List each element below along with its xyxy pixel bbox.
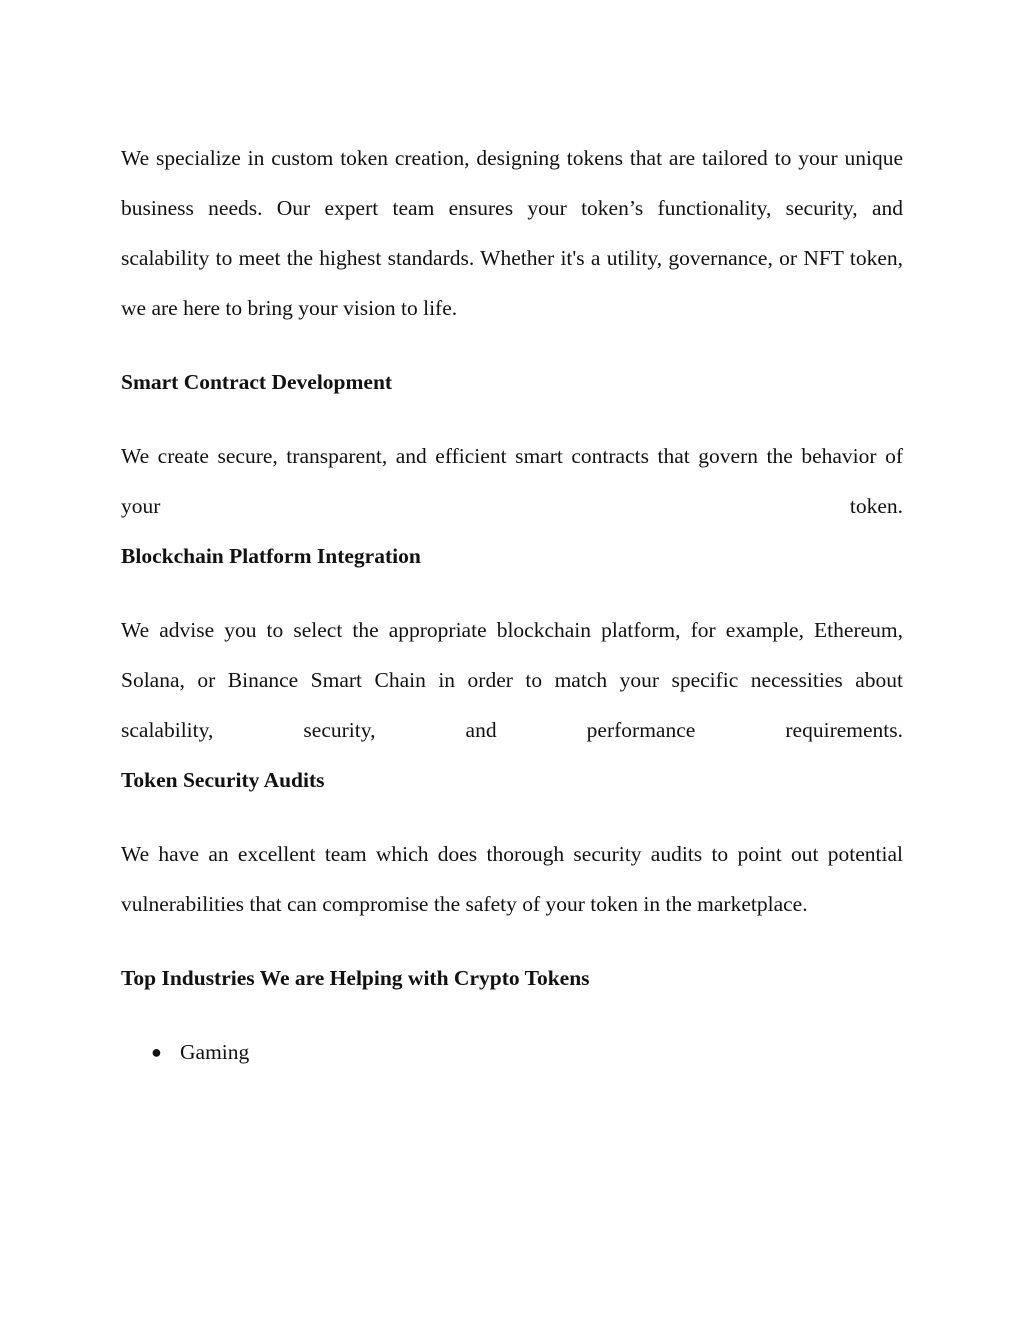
list-item-label: Gaming xyxy=(180,1040,250,1064)
section-heading-blockchain-integration: Blockchain Platform Integration xyxy=(121,544,421,568)
section-heading-security-audits: Token Security Audits xyxy=(121,768,325,792)
industries-list xyxy=(121,1027,903,1077)
document-page xyxy=(121,133,903,1077)
section-body-security-audits: We have an excellent team which does thorough security audits to point out potential vulnerabilities that can compromise the safety of your token in the marketplace. xyxy=(121,842,903,916)
list-item xyxy=(151,1027,903,1077)
section-body-blockchain-integration: We advise you to select the appropriate blockchain platform, for example, Ethereum, Solana, or Binance Smart Chain in order to match your specific necessities about scalability, security, and performance requirements. xyxy=(121,618,903,742)
bullet-icon: ● xyxy=(151,1042,162,1062)
section-body-smart-contract: We create secure, transparent, and efficient smart contracts that govern the behavior of your token. xyxy=(121,444,903,518)
intro-paragraph: We specialize in custom token creation, designing tokens that are tailored to your unique business needs. Our expert team ensures your token’s functionality, security, and scalability to meet the highest standards. Whether it's a utility, governance, or NFT token, we are here to bring your vision to life. xyxy=(121,146,903,320)
section-heading-smart-contract: Smart Contract Development xyxy=(121,370,393,394)
section-heading-top-industries: Top Industries We are Helping with Crypto Tokens xyxy=(121,966,590,990)
